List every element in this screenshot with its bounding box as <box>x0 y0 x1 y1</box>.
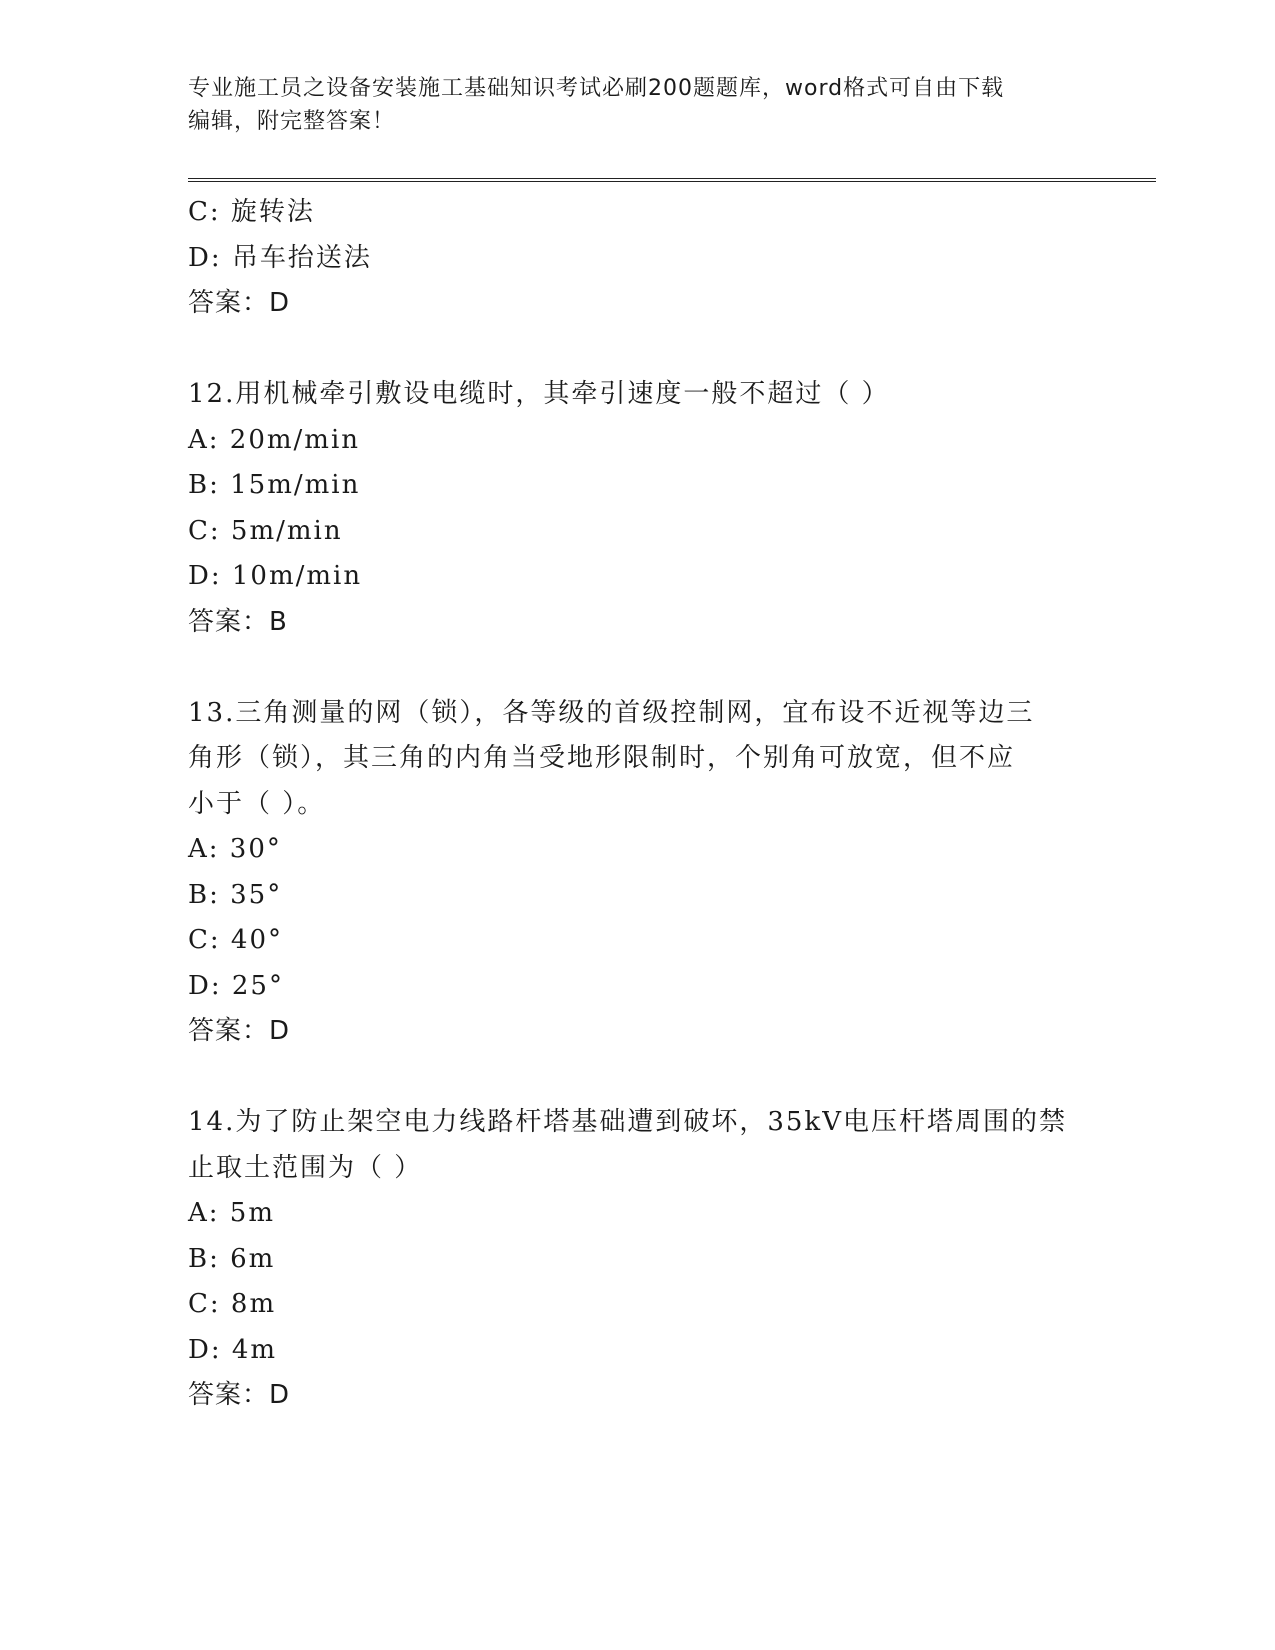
option-c: C: 5m/min <box>188 515 343 546</box>
option-c: C: 40° <box>188 925 284 955</box>
spacer <box>188 645 1088 691</box>
option-d: D: 吊车抬送法 <box>188 242 372 273</box>
option-b: B: 6m <box>188 1243 276 1274</box>
answer-line: 答案：D <box>188 288 291 318</box>
spacer <box>188 1055 1088 1101</box>
answer-line: 答案：D <box>188 1380 291 1410</box>
header-title-line-1: 专业施工员之设备安装施工基础知识考试必刷200题题库，word格式可自由下载 <box>188 76 1005 101</box>
option-b: B: 35° <box>188 879 283 910</box>
option-d: D: 4m <box>188 1334 278 1365</box>
question-list <box>188 190 1088 1419</box>
question-text: 12.用机械牵引敷设电缆时，其牵引速度一般不超过（ ） <box>188 379 890 409</box>
spacer <box>188 327 1088 373</box>
question-12 <box>188 372 1088 645</box>
option-a: A: 20m/min <box>188 424 361 455</box>
option-d: D: 10m/min <box>188 561 363 591</box>
answer-line: 答案：D <box>188 1016 291 1046</box>
header-title-line-2: 编辑，附完整答案！ <box>188 109 396 134</box>
option-a: A: 30° <box>188 834 282 864</box>
option-b: B: 15m/min <box>188 470 361 500</box>
question-14 <box>188 1100 1088 1419</box>
option-c: C: 8m <box>188 1289 277 1319</box>
question-text-line-3: 小于（ ）。 <box>188 788 326 819</box>
question-13 <box>188 691 1088 1055</box>
option-a: A: 5m <box>188 1198 275 1228</box>
question-text-line-1: 13.三角测量的网（锁），各等级的首级控制网，宜布设不近视等边三 <box>188 697 1035 728</box>
answer-line: 答案：B <box>188 606 288 637</box>
question-text-line-1: 14.为了防止架空电力线路杆塔基础遭到破坏，35kV电压杆塔周围的禁 <box>188 1107 1067 1137</box>
question-text-line-2: 止取土范围为（ ） <box>188 1152 423 1183</box>
document-header <box>188 72 1088 138</box>
previous-question-tail <box>188 190 1088 327</box>
header-divider <box>188 178 1156 182</box>
option-c: C: 旋转法 <box>188 197 315 227</box>
question-text-line-2: 角形（锁），其三角的内角当受地形限制时，个别角可放宽，但不应 <box>188 743 1016 773</box>
option-d: D: 25° <box>188 970 284 1001</box>
